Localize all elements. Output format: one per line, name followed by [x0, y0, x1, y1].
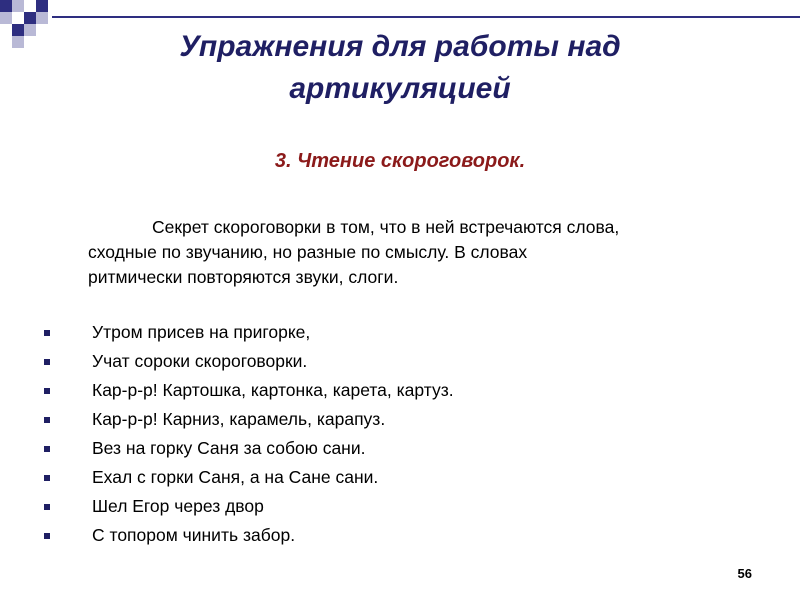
square-bullet-icon: [44, 330, 50, 336]
square-bullet-icon: [44, 388, 50, 394]
square-bullet-icon: [44, 504, 50, 510]
square-bullet-icon: [44, 533, 50, 539]
list-item: [40, 405, 740, 434]
paragraph-line: сходные по звучанию, но разные по смыслу. В словах: [88, 242, 528, 262]
tongue-twister-list: [40, 318, 740, 550]
title-line-2: артикуляцией: [289, 72, 511, 105]
list-item-text: Кар-р-р! Карниз, карамель, карапуз.: [92, 409, 386, 429]
square-bullet-icon: [44, 475, 50, 481]
square-bullet-icon: [44, 417, 50, 423]
list-item: [40, 347, 740, 376]
paragraph-line: Секрет скороговорки в том, что в ней встречаются слова,: [152, 217, 620, 237]
title-line-1: Упражнения для работы над: [179, 30, 621, 63]
paragraph-line: ритмически повторяются звуки, слоги.: [88, 267, 399, 287]
list-item: [40, 521, 740, 550]
list-item-text: Ехал с горки Саня, а на Сане сани.: [92, 467, 379, 487]
list-item: [40, 318, 740, 347]
list-item-text: Вез на горку Саня за собою сани.: [92, 438, 366, 458]
list-item-text: С топором чинить забор.: [92, 525, 296, 545]
list-item-text: Шел Егор через двор: [92, 496, 264, 516]
list-item-text: Кар-р-р! Картошка, картонка, карета, картуз.: [92, 380, 454, 400]
square-bullet-icon: [44, 359, 50, 365]
list-item-text: Учат сороки скороговорки.: [92, 351, 308, 371]
intro-paragraph: [88, 215, 738, 290]
list-item: [40, 463, 740, 492]
list-item: [40, 376, 740, 405]
square-bullet-icon: [44, 446, 50, 452]
page-number: 56: [737, 566, 752, 581]
list-item: [40, 492, 740, 521]
list-item-text: Утром присев на пригорке,: [92, 322, 311, 342]
slide-title: [100, 26, 700, 110]
slide-subtitle: 3. Чтение скороговорок.: [274, 150, 526, 172]
list-item: [40, 434, 740, 463]
